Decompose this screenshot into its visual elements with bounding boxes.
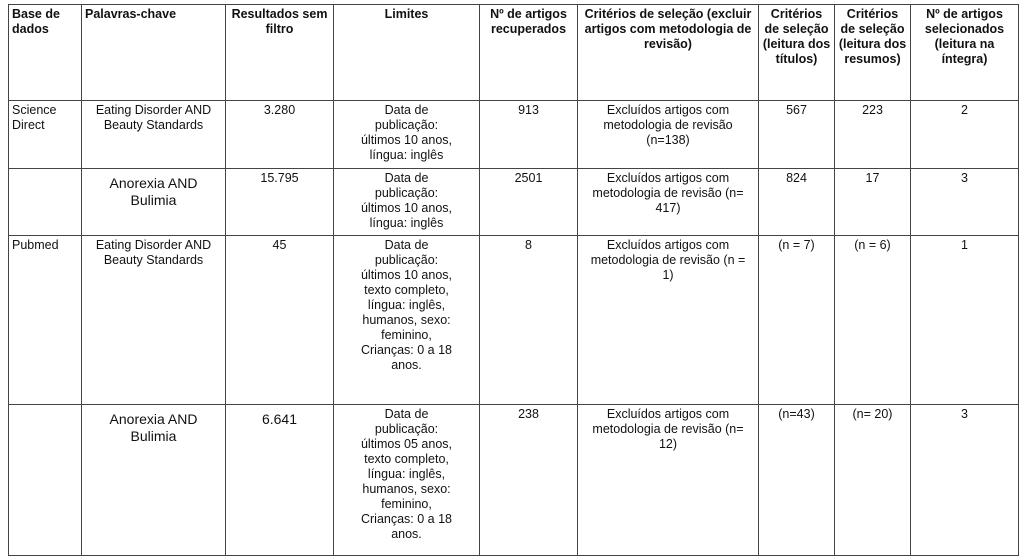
cell-criteria <box>578 404 759 555</box>
header-row <box>9 5 1019 101</box>
cell-results: 3.280 <box>226 101 334 169</box>
cell-retrieved: 913 <box>480 101 578 169</box>
cell-criteria <box>578 169 759 235</box>
cell-results: 45 <box>226 235 334 404</box>
limits-text: Data de publicação: últimos 05 anos, texto completo, língua: inglês, humanos, sexo: feminino, Crianças: 0 a 18 anos. <box>360 406 453 541</box>
criteria-text: Excluídos artigos com metodologia de revisão (n= 12) <box>592 406 744 451</box>
criteria-text: Excluídos artigos com metodologia de revisão (n=138) <box>603 103 733 147</box>
cell-titles: 567 <box>759 101 835 169</box>
header-criteria: Critérios de seleção (excluir artigos com metodologia de revisão) <box>578 5 759 101</box>
cell-titles: 824 <box>759 169 835 235</box>
cell-base: Pubmed <box>9 235 82 404</box>
limits-text: Data de publicação: últimos 10 anos, texto completo, língua: inglês, humanos, sexo: feminino, Crianças: 0 a 18 anos. <box>360 237 453 372</box>
cell-abstracts: 17 <box>835 169 911 235</box>
cell-limits <box>334 235 480 404</box>
criteria-text: Excluídos artigos com metodologia de revisão (n = 1) <box>590 237 746 282</box>
cell-keywords: Eating Disorder AND Beauty Standards <box>82 101 226 169</box>
selection-table <box>8 4 1019 556</box>
header-limits: Limites <box>334 5 480 101</box>
header-base: Base de dados <box>9 5 82 101</box>
cell-retrieved: 238 <box>480 404 578 555</box>
cell-abstracts: (n= 20) <box>835 404 911 555</box>
cell-keywords: Anorexia AND Bulimia <box>82 404 226 555</box>
cell-criteria <box>578 235 759 404</box>
cell-retrieved: 8 <box>480 235 578 404</box>
header-results: Resultados sem filtro <box>226 5 334 101</box>
cell-selected: 3 <box>911 404 1019 555</box>
limits-text: Data de publicação: últimos 10 anos, língua: inglês <box>360 103 453 162</box>
table-row <box>9 235 1019 404</box>
cell-selected: 2 <box>911 101 1019 169</box>
table-row <box>9 101 1019 169</box>
cell-criteria <box>578 101 759 169</box>
cell-limits <box>334 101 480 169</box>
cell-keywords: Eating Disorder AND Beauty Standards <box>82 235 226 404</box>
header-selected: Nº de artigos selecionados (leitura na íntegra) <box>911 5 1019 101</box>
cell-abstracts: (n = 6) <box>835 235 911 404</box>
header-retrieved: Nº de artigos recuperados <box>480 5 578 101</box>
header-abstracts: Critérios de seleção (leitura dos resumos) <box>835 5 911 101</box>
cell-base: Science Direct <box>9 101 82 169</box>
cell-base <box>9 169 82 235</box>
cell-abstracts: 223 <box>835 101 911 169</box>
header-keywords: Palavras-chave <box>82 5 226 101</box>
criteria-text: Excluídos artigos com metodologia de revisão (n= 417) <box>592 171 744 216</box>
cell-limits <box>334 169 480 235</box>
cell-selected: 1 <box>911 235 1019 404</box>
cell-retrieved: 2501 <box>480 169 578 235</box>
table-row <box>9 404 1019 555</box>
cell-limits <box>334 404 480 555</box>
cell-keywords: Anorexia AND Bulimia <box>82 169 226 235</box>
cell-results: 15.795 <box>226 169 334 235</box>
header-titles: Critérios de seleção (leitura dos títulos) <box>759 5 835 101</box>
cell-selected: 3 <box>911 169 1019 235</box>
cell-base <box>9 404 82 555</box>
limits-text: Data de publicação: últimos 10 anos, língua: inglês <box>360 171 453 231</box>
cell-titles: (n=43) <box>759 404 835 555</box>
cell-results: 6.641 <box>226 404 334 555</box>
table-row <box>9 169 1019 235</box>
cell-titles: (n = 7) <box>759 235 835 404</box>
